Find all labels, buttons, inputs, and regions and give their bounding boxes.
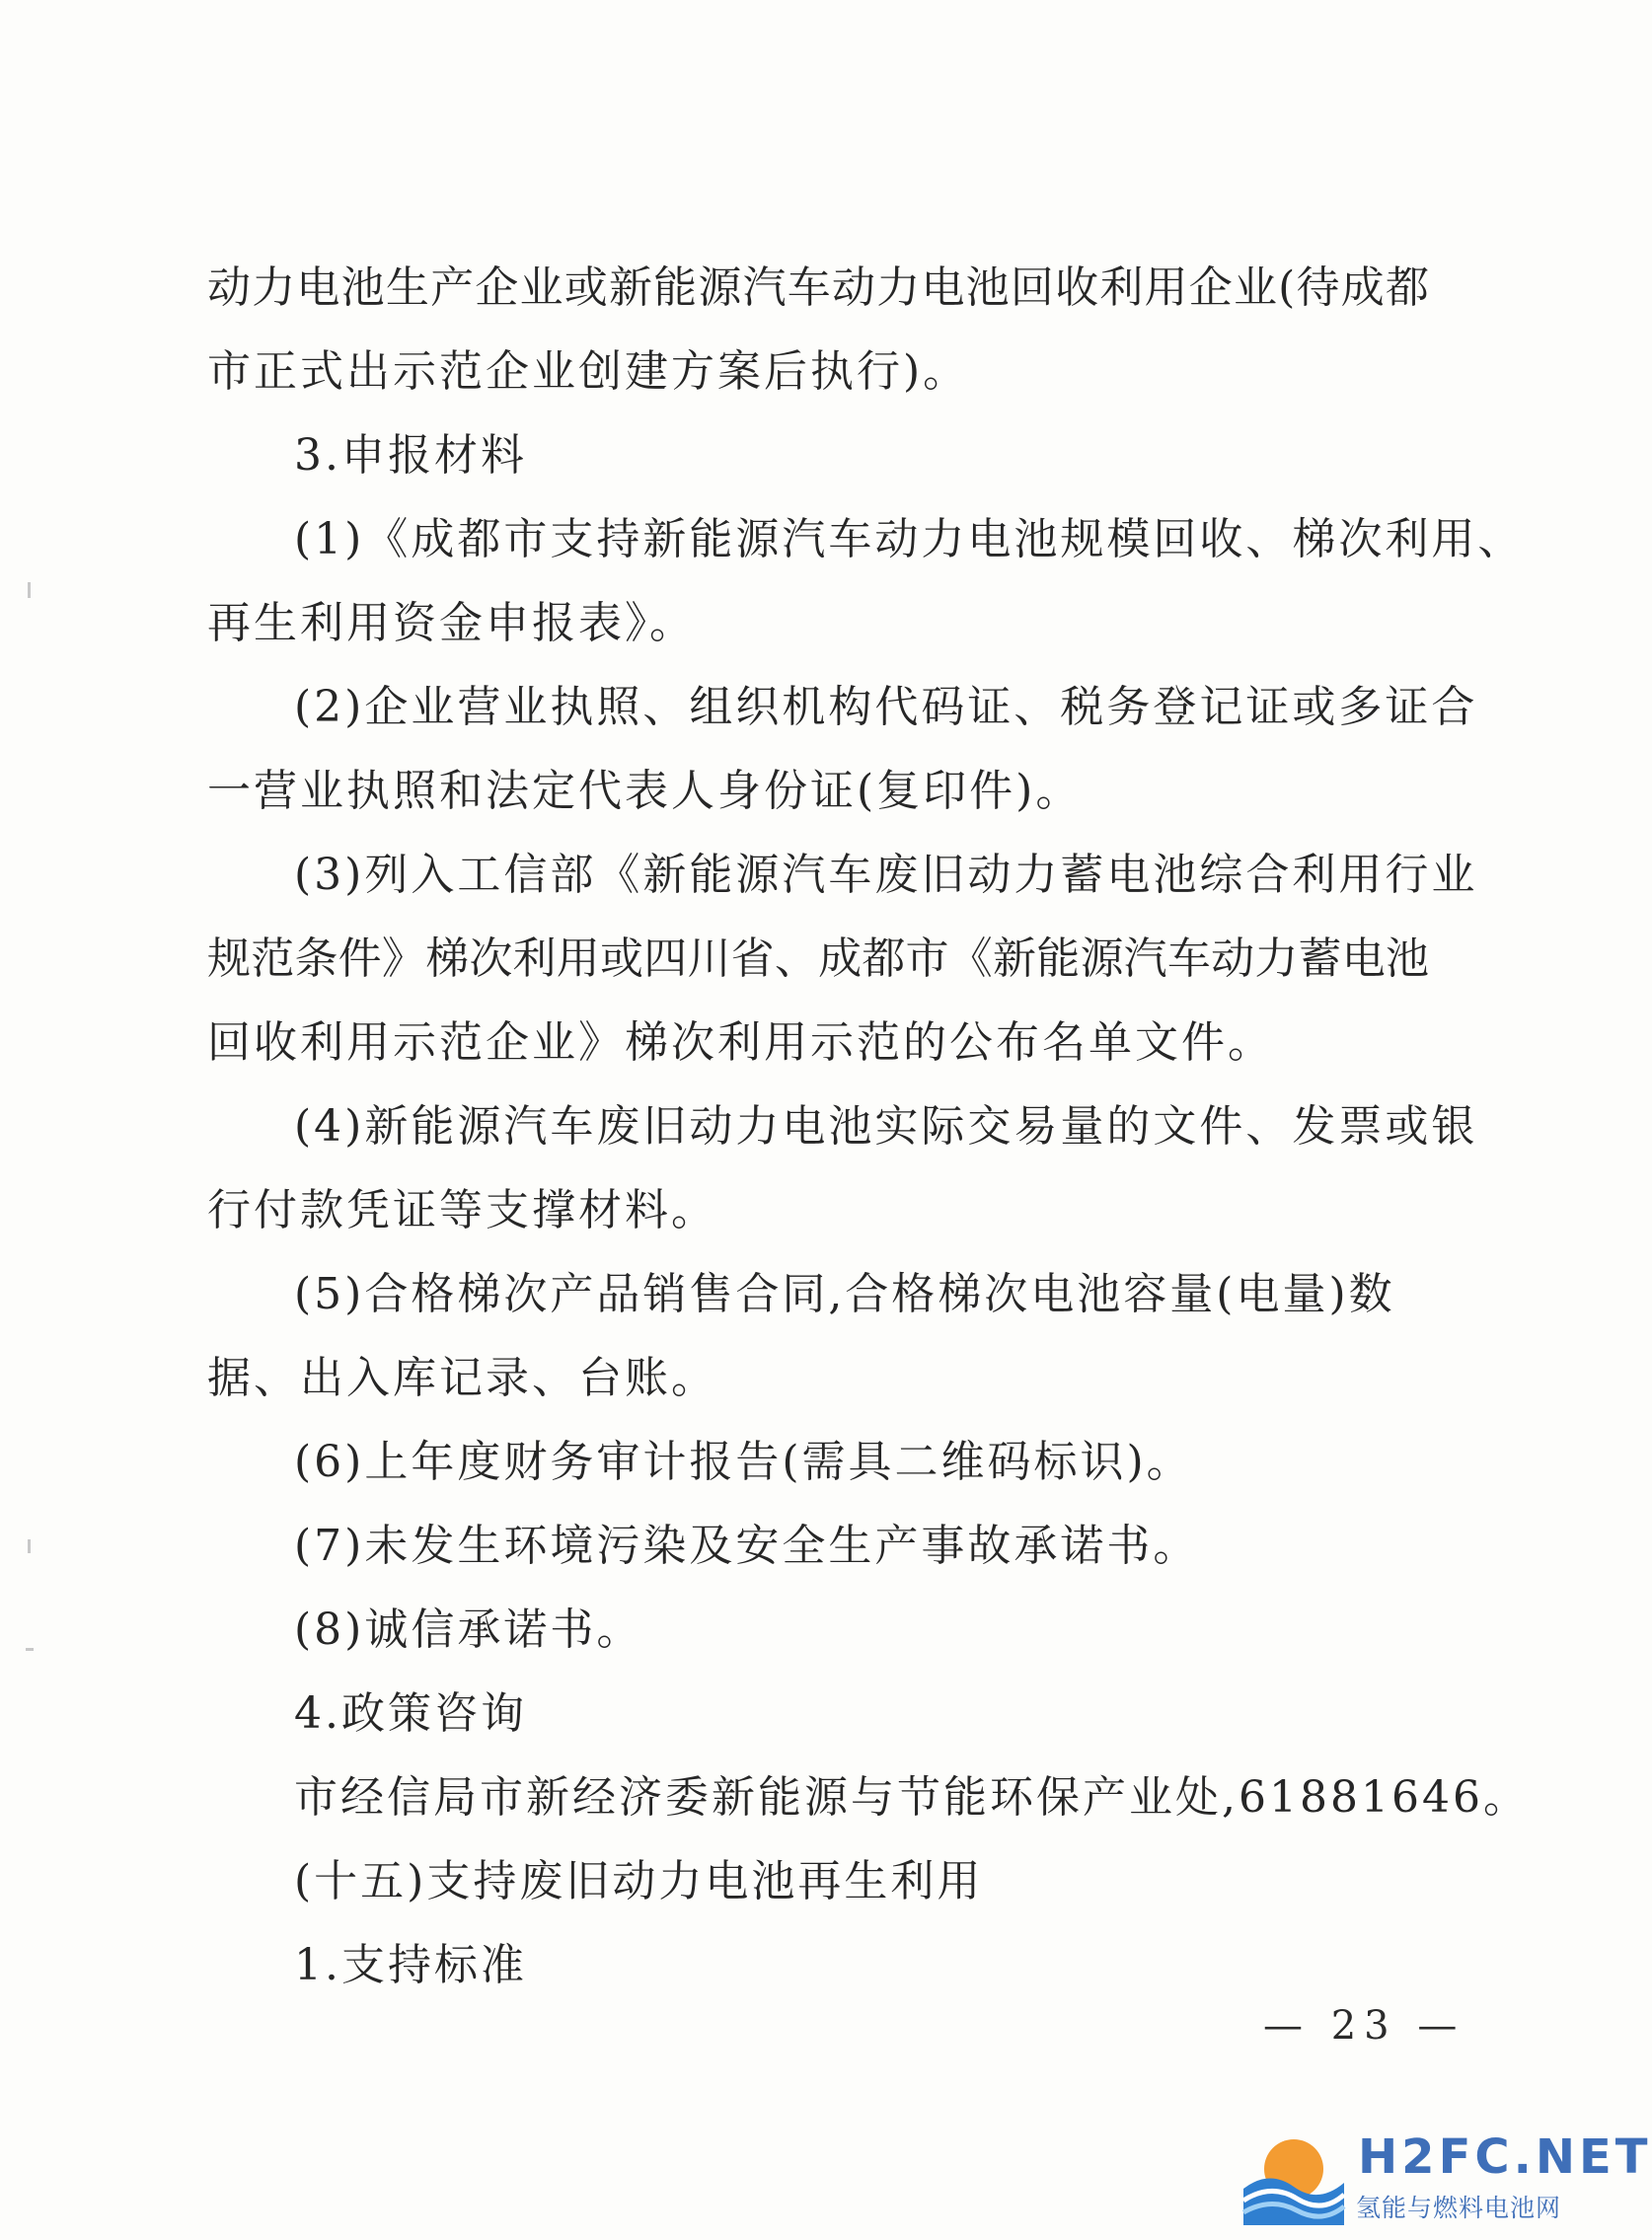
body-line: 行付款凭证等支撑材料。 <box>207 1185 717 1235</box>
body-line: (4)新能源汽车废旧动力电池实际交易量的文件、发票或银 <box>294 1101 1478 1152</box>
body-line: 动力电池生产企业或新能源汽车动力电池回收利用企业(待成都 <box>207 262 1429 313</box>
watermark-name: H2FC.NET <box>1358 2129 1652 2185</box>
body-line: (3)列入工信部《新能源汽车废旧动力蓄电池综合利用行业 <box>294 850 1478 900</box>
section-heading: (十五)支持废旧动力电池再生利用 <box>294 1856 984 1906</box>
body-line: (2)企业营业执照、组织机构代码证、税务登记证或多证合 <box>294 682 1478 732</box>
body-line: 市正式出示范企业创建方案后执行)。 <box>207 346 970 397</box>
body-line: (8)诚信承诺书。 <box>294 1605 643 1655</box>
body-line: (1)《成都市支持新能源汽车动力电池规模回收、梯次利用、 <box>294 514 1525 564</box>
body-line: 再生利用资金申报表》。 <box>207 598 696 648</box>
page-number: — 23 — <box>1263 2003 1465 2049</box>
body-line: 一营业执照和法定代表人身份证(复印件)。 <box>207 766 1083 816</box>
body-line: 回收利用示范企业》梯次利用示范的公布名单文件。 <box>207 1017 1274 1068</box>
body-line: 市经信局市新经济委新能源与节能环保产业处,61881646。 <box>294 1772 1530 1823</box>
section-heading: 1.支持标准 <box>294 1940 527 1990</box>
watermark-subtitle: 氢能与燃料电池网 <box>1356 2194 1562 2222</box>
scan-speck <box>26 1648 34 1651</box>
scan-speck <box>28 582 31 598</box>
body-line: (7)未发生环境污染及安全生产事故承诺书。 <box>294 1521 1200 1571</box>
section-heading: 3.申报材料 <box>294 430 527 481</box>
body-line: (5)合格梯次产品销售合同,合格梯次电池容量(电量)数 <box>294 1269 1395 1319</box>
site-watermark <box>1239 2122 1652 2230</box>
wave-logo-icon <box>1239 2131 1348 2225</box>
section-heading: 4.政策咨询 <box>294 1688 527 1739</box>
body-line: 规范条件》梯次利用或四川省、成都市《新能源汽车动力蓄电池 <box>207 933 1429 984</box>
scan-speck <box>28 1539 31 1553</box>
body-line: (6)上年度财务审计报告(需具二维码标识)。 <box>294 1437 1193 1487</box>
body-line: 据、出入库记录、台账。 <box>207 1353 717 1403</box>
